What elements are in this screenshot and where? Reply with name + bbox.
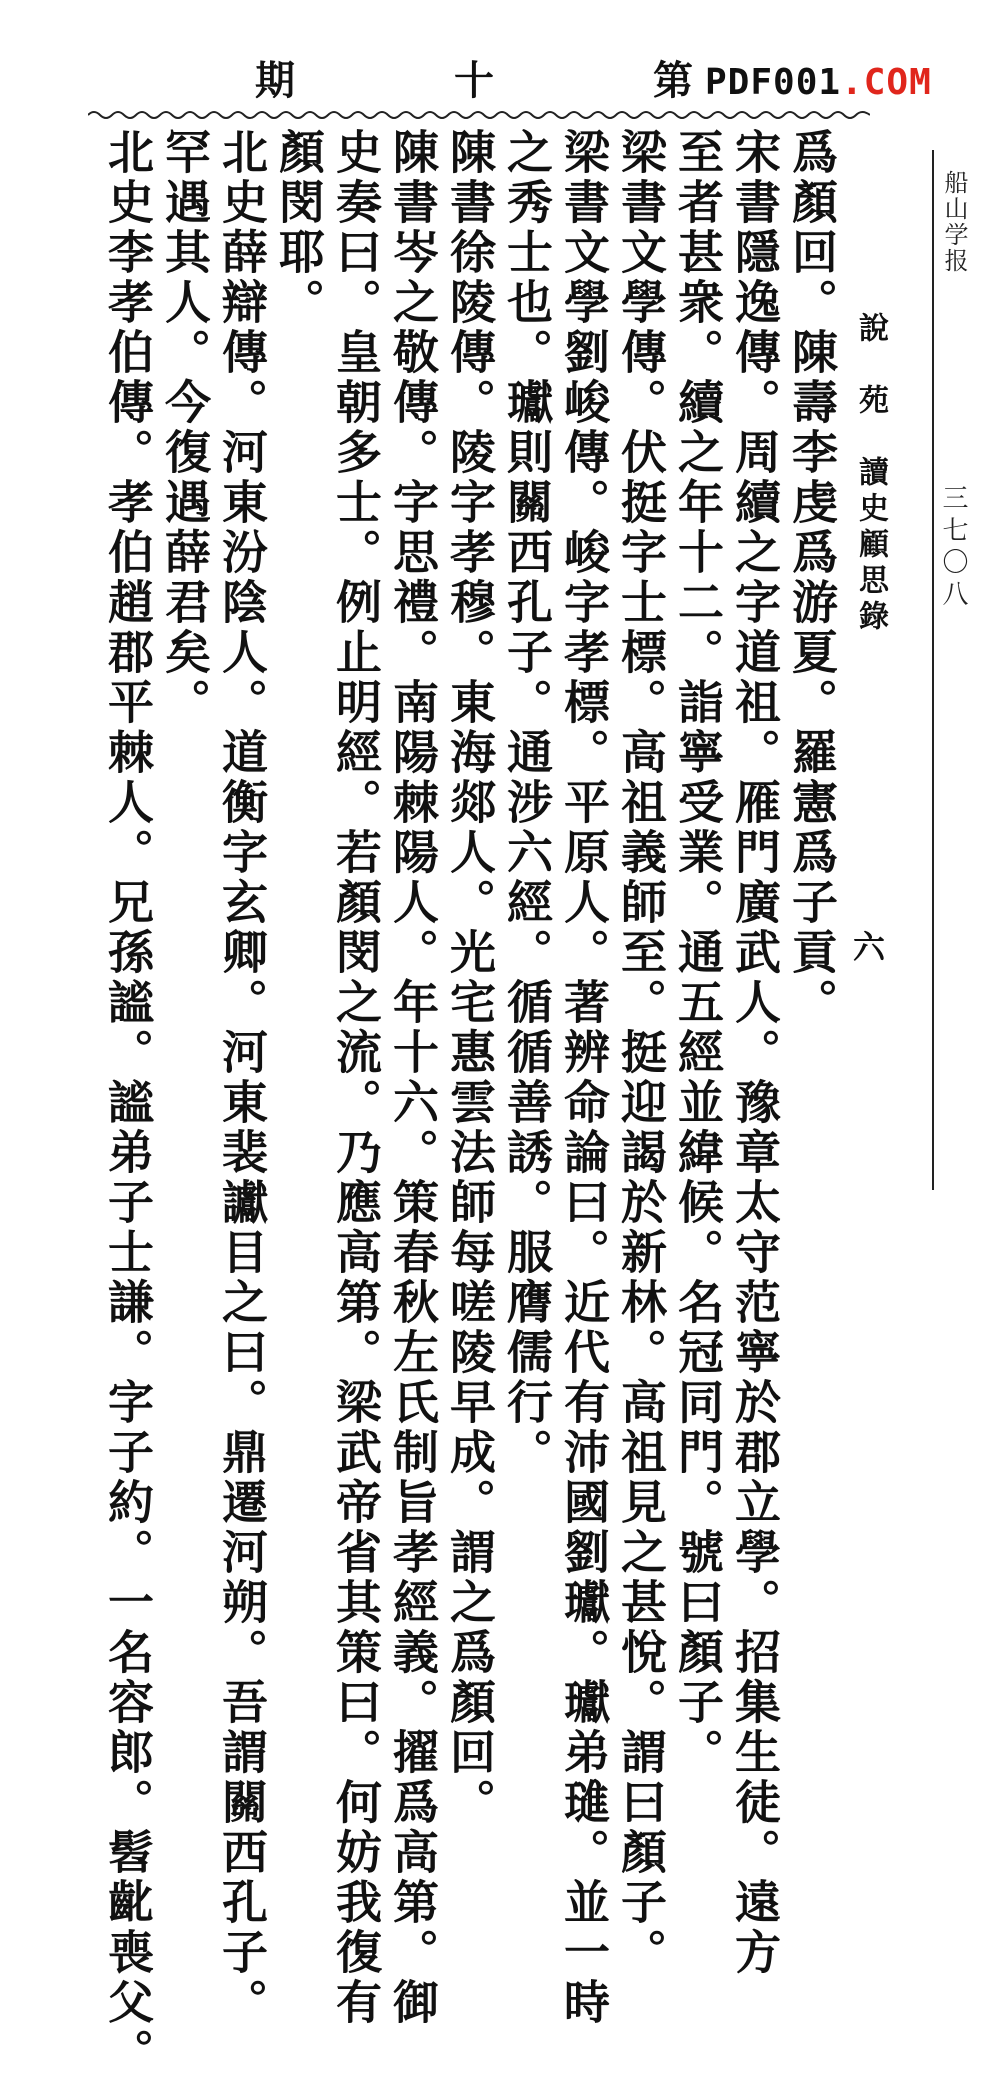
issue-char-1: 期 — [255, 56, 297, 104]
text-column: 罕遇其人。今復遇薛君矣。 — [158, 128, 212, 728]
section-title: 說 苑 讀史顧思錄 — [853, 312, 888, 636]
text-column: 至者甚衆。續之年十二。詣寧受業。通五經並緯候。名冠同門。號曰顏子。 — [671, 128, 725, 1778]
header-decorative-rule — [88, 108, 870, 122]
text-column: 北史薛辯傳。河東汾陰人。道衡字玄卿。河東裴讞目之曰。鼎遷河朔。吾謂關西孔子。 — [215, 128, 269, 2028]
text-column: 陳書岑之敬傳。字思禮。南陽棘陽人。年十六。策春秋左氏制旨孝經義。擢爲高第。御 — [386, 128, 440, 2028]
text-column: 顏閔耶。 — [272, 128, 326, 328]
issue-header — [255, 52, 695, 102]
text-column: 梁書文學傳。伏挺字士標。高祖義師至。挺迎謁於新林。高祖見之甚悅。謂曰顏子。 — [614, 128, 668, 1978]
text-column: 史奏曰。皇朝多士。例止明經。若顏閔之流。乃應高第。梁武帝省其策曰。何妨我復有 — [329, 128, 383, 2028]
inner-page-number: 六 — [848, 930, 886, 962]
body-text — [80, 128, 840, 2078]
margin-divider — [932, 150, 934, 1190]
text-column: 宋書隱逸傳。周續之字道祖。雁門廣武人。豫章太守范寧於郡立學。招集生徒。遠方 — [728, 128, 782, 1978]
watermark-black-text: PDF001 — [705, 62, 842, 103]
text-column: 梁書文學劉峻傳。峻字孝標。平原人。著辨命論曰。近代有沛國劉瓛。瓛弟璡。並一時 — [557, 128, 611, 2028]
text-column: 爲顏回。陳壽李虔爲游夏。羅憲爲子貢。 — [785, 128, 839, 1028]
journal-name: 船山学报 — [940, 170, 968, 274]
watermark — [705, 62, 932, 103]
outer-page-number: 三七〇八 — [938, 484, 968, 612]
text-column: 之秀士也。瓛則關西孔子。通涉六經。循循善誘。服膺儒行。 — [500, 128, 554, 1478]
text-column: 北史李孝伯傳。孝伯趙郡平棘人。兄孫謐。謐弟子士謙。字子約。一名容郎。髫齔喪父。 — [101, 128, 155, 2078]
watermark-red-text: .COM — [841, 62, 932, 103]
issue-char-3: 第 — [653, 56, 695, 104]
issue-char-2: 十 — [454, 56, 496, 104]
text-column: 陳書徐陵傳。陵字孝穆。東海郯人。光宅惠雲法師每嗟陵早成。謂之爲顏回。 — [443, 128, 497, 1828]
